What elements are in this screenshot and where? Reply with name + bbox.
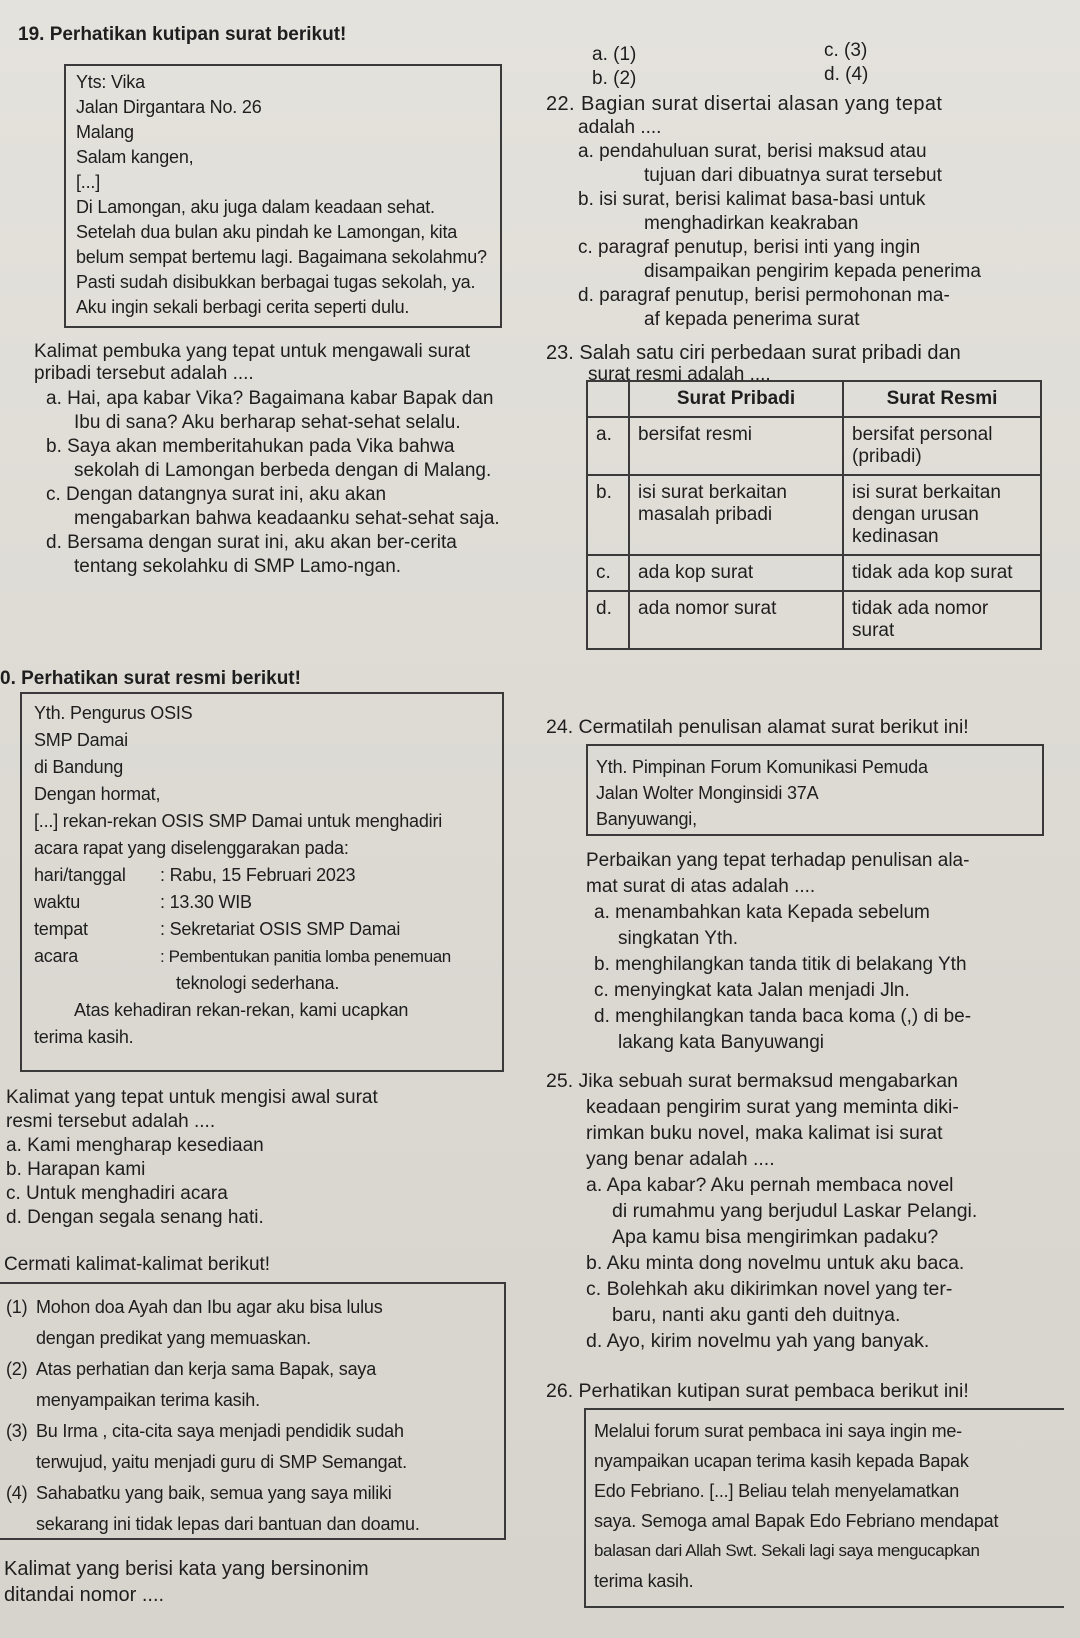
table-header-row bbox=[587, 381, 1041, 417]
table-cell: tidak ada kop surat bbox=[843, 555, 1041, 591]
table-cell: ada nomor surat bbox=[629, 591, 843, 649]
sentence-text-cont: dengan predikat yang memuaskan. bbox=[36, 1328, 311, 1348]
sentence-text: Atas perhatian dan kerja sama Bapak, saya bbox=[36, 1359, 377, 1379]
q21-option-d[interactable]: d. (4) bbox=[824, 64, 869, 85]
q19-question: Kalimat pembuka yang tepat untuk mengawali surat pribadi tersebut adalah .... bbox=[34, 341, 471, 384]
detail-value: : Rabu, 15 Februari 2023 bbox=[160, 865, 356, 885]
q19-option-b[interactable]: b. Saya akan memberitahukan pada Vika bahwa sekolah di Lamongan berbeda dengan di Malang. bbox=[46, 436, 492, 481]
table-cell: d. bbox=[587, 591, 629, 649]
table-row[interactable] bbox=[587, 417, 1041, 475]
q19-option-a[interactable]: a. Hai, apa kabar Vika? Bagaimana kabar Bapak dan Ibu di sana? Aku berharap sehat-sehat selalu. bbox=[46, 388, 494, 433]
q21-option-b[interactable]: b. (2) bbox=[592, 68, 637, 89]
q25-option-a-cont: di rumahmu yang berjudul Laskar Pelangi. bbox=[612, 1200, 978, 1222]
q22-option-a-cont: tujuan dari dibuatnya surat tersebut bbox=[644, 165, 942, 186]
sentence-text-cont: menyampaikan terima kasih. bbox=[36, 1390, 260, 1410]
letter-line: nyampaikan ucapan terima kasih kepada Bapak bbox=[594, 1451, 969, 1471]
q21-question-block bbox=[4, 1556, 504, 1608]
letter-line: Pasti sudah disibukkan berbagai tugas sekolah, ya. bbox=[76, 272, 476, 292]
table-cell: bersifat personal (pribadi) bbox=[843, 417, 1041, 475]
letter-line: Yth. Pengurus OSIS bbox=[34, 703, 193, 723]
letter-line: [...] rekan-rekan OSIS SMP Damai untuk menghadiri bbox=[34, 811, 443, 831]
q24-option-d[interactable]: d. menghilangkan tanda baca koma (,) di be- bbox=[594, 1006, 972, 1027]
q22-option-c-cont: disampaikan pengirim kepada penerima bbox=[644, 261, 981, 282]
sentence-item bbox=[6, 1416, 500, 1447]
sentence-number: (4) bbox=[6, 1483, 28, 1503]
q24-address-box bbox=[586, 744, 1044, 836]
table-row[interactable] bbox=[587, 475, 1041, 555]
detail-row bbox=[34, 862, 494, 889]
q24-option-a-cont: singkatan Yth. bbox=[618, 928, 739, 949]
letter-line: Dengan hormat, bbox=[34, 784, 161, 804]
detail-row bbox=[34, 889, 494, 916]
q24-question-cont: mat surat di atas adalah .... bbox=[586, 876, 816, 897]
closing-line: Atas kehadiran rekan-rekan, kami ucapkan bbox=[74, 1000, 409, 1020]
q25-option-c-cont: baru, nanti aku ganti deh duitnya. bbox=[612, 1304, 901, 1326]
table-header-cell: Surat Resmi bbox=[843, 381, 1041, 417]
q19-question-block bbox=[34, 341, 504, 579]
q22-option-b[interactable]: b. isi surat, berisi kalimat basa-basi untuk bbox=[578, 189, 926, 210]
table-cell: c. bbox=[587, 555, 629, 591]
table-header-cell: Surat Pribadi bbox=[629, 381, 843, 417]
table-header-cell bbox=[587, 381, 629, 417]
q21-question-cont: ditandai nomor .... bbox=[4, 1584, 165, 1606]
letter-line: acara rapat yang diselenggarakan pada: bbox=[34, 838, 349, 858]
address-line: Banyuwangi, bbox=[596, 809, 697, 829]
q20-intro: 0. Perhatikan surat resmi berikut! bbox=[0, 668, 301, 689]
q26-letter-box bbox=[584, 1408, 1064, 1608]
sentence-number: (2) bbox=[6, 1359, 28, 1379]
sentence-text: Mohon doa Ayah dan Ibu agar aku bisa lulus bbox=[36, 1297, 383, 1317]
q20-option-c[interactable]: c. Untuk menghadiri acara bbox=[6, 1183, 228, 1204]
q20-option-a[interactable]: a. Kami mengharap kesediaan bbox=[6, 1135, 264, 1156]
q25-option-a[interactable]: a. Apa kabar? Aku pernah membaca novel bbox=[586, 1174, 954, 1196]
detail-label: acara bbox=[34, 946, 79, 966]
q23-question: 23. Salah satu ciri perbedaan surat pribadi dan bbox=[546, 342, 961, 364]
letter-line: di Bandung bbox=[34, 757, 124, 777]
address-line: Jalan Wolter Monginsidi 37A bbox=[596, 783, 819, 803]
q24-question: Perbaikan yang tepat terhadap penulisan ala- bbox=[586, 850, 970, 871]
q24-address bbox=[596, 754, 928, 832]
q22-question-cont: adalah .... bbox=[578, 117, 662, 138]
q24-option-a[interactable]: a. menambahkan kata Kepada sebelum bbox=[594, 902, 930, 923]
q20-option-b[interactable]: b. Harapan kami bbox=[6, 1159, 146, 1180]
q25-option-b[interactable]: b. Aku minta dong novelmu untuk aku baca. bbox=[586, 1252, 965, 1274]
detail-row bbox=[34, 916, 494, 943]
closing-line: terima kasih. bbox=[34, 1027, 134, 1047]
letter-line: Malang bbox=[76, 122, 134, 142]
q26-letter-text bbox=[594, 1416, 1060, 1596]
q20-option-d[interactable]: d. Dengan segala senang hati. bbox=[6, 1207, 264, 1228]
q24-option-c[interactable]: c. menyingkat kata Jalan menjadi Jln. bbox=[594, 980, 910, 1001]
detail-label: hari/tanggal bbox=[34, 865, 126, 885]
q25-question: 25. Jika sebuah surat bermaksud mengabarkan bbox=[546, 1070, 958, 1092]
q25-option-c[interactable]: c. Bolehkah aku dikirimkan novel yang ter- bbox=[586, 1278, 953, 1300]
letter-line: saya. Semoga amal Bapak Edo Febriano mendapat bbox=[594, 1511, 999, 1531]
detail-value: : 13.30 WIB bbox=[160, 892, 252, 912]
letter-line: Yts: Vika bbox=[76, 72, 145, 92]
letter-line: terima kasih. bbox=[594, 1571, 694, 1591]
table-cell: a. bbox=[587, 417, 629, 475]
detail-row bbox=[34, 943, 494, 970]
q25-option-a-cont: Apa kamu bisa mengirimkan padaku? bbox=[612, 1226, 939, 1248]
q19-option-d[interactable]: d. Bersama dengan surat ini, aku akan ber-cerita tentang sekolahku di SMP Lamo-ngan. bbox=[46, 532, 457, 577]
sentence-text: Bu Irma , cita-cita saya menjadi pendidik sudah bbox=[36, 1421, 404, 1441]
q19-letter-text bbox=[76, 70, 487, 320]
letter-line: SMP Damai bbox=[34, 730, 128, 750]
sentence-text: Sahabatku yang baik, semua yang saya miliki bbox=[36, 1483, 392, 1503]
q21-question: Kalimat yang berisi kata yang bersinonim bbox=[4, 1558, 369, 1580]
letter-line: balasan dari Allah Swt. Sekali lagi saya mengucapkan bbox=[594, 1541, 980, 1560]
detail-value: : Pembentukan panitia lomba penemuan bbox=[160, 947, 451, 966]
q20-question-cont: resmi tersebut adalah .... bbox=[6, 1111, 216, 1132]
q22-option-d-cont: af kepada penerima surat bbox=[644, 309, 860, 330]
q19-option-c[interactable]: c. Dengan datangnya surat ini, aku akan mengabarkan bahwa keadaanku sehat-sehat saja. bbox=[46, 484, 500, 529]
q22-option-d[interactable]: d. paragraf penutup, berisi permohonan ma- bbox=[578, 285, 950, 306]
letter-line: Aku ingin sekali berbagi cerita seperti dulu. bbox=[76, 297, 410, 317]
letter-line: Setelah dua bulan aku pindah ke Lamongan, kita bbox=[76, 222, 458, 242]
q20-question: Kalimat yang tepat untuk mengisi awal surat bbox=[6, 1087, 378, 1108]
address-line: Yth. Pimpinan Forum Komunikasi Pemuda bbox=[596, 757, 928, 777]
q21-option-c[interactable]: c. (3) bbox=[824, 40, 868, 61]
detail-label: waktu bbox=[34, 892, 81, 912]
q25-option-d[interactable]: d. Ayo, kirim novelmu yah yang banyak. bbox=[586, 1330, 930, 1352]
q21-sentence-box bbox=[0, 1282, 506, 1540]
sentence-item bbox=[6, 1478, 500, 1509]
table-cell: bersifat resmi bbox=[629, 417, 843, 475]
q22-option-c[interactable]: c. paragraf penutup, berisi inti yang ingin bbox=[578, 237, 921, 258]
letter-line: Salam kangen, bbox=[76, 147, 194, 167]
letter-line: Edo Febriano. [...] Beliau telah menyelamatkan bbox=[594, 1481, 960, 1501]
table-cell: tidak ada nomor surat bbox=[843, 591, 1041, 649]
q25-question-cont: keadaan pengirim surat yang meminta diki- bbox=[586, 1096, 959, 1118]
q26-question: 26. Perhatikan kutipan surat pembaca berikut ini! bbox=[546, 1380, 969, 1402]
table-row[interactable] bbox=[587, 555, 1041, 591]
sentence-text-cont: sekarang ini tidak lepas dari bantuan dan doamu. bbox=[36, 1514, 420, 1534]
letter-line: [...] bbox=[76, 172, 101, 192]
table-row[interactable] bbox=[587, 591, 1041, 649]
q22-option-a[interactable]: a. pendahuluan surat, berisi maksud atau bbox=[578, 141, 927, 162]
letter-line: Jalan Dirgantara No. 26 bbox=[76, 97, 262, 117]
q19-letter-box bbox=[64, 64, 502, 328]
q21-intro: Cermati kalimat-kalimat berikut! bbox=[4, 1254, 271, 1275]
acara-continued: teknologi sederhana. bbox=[176, 973, 340, 993]
sentence-number: (3) bbox=[6, 1421, 28, 1441]
q24-option-d-cont: lakang kata Banyuwangi bbox=[618, 1032, 824, 1053]
q23-question-cont: surat resmi adalah .... bbox=[588, 364, 771, 385]
q25-question-cont: yang benar adalah .... bbox=[586, 1148, 775, 1170]
q24-block bbox=[586, 848, 1056, 1056]
q25-block bbox=[546, 1068, 1066, 1354]
q23-comparison-table bbox=[586, 380, 1042, 650]
q22-question: 22. Bagian surat disertai alasan yang tepat bbox=[546, 93, 943, 115]
q20-question-block bbox=[6, 1086, 506, 1230]
table-cell: ada kop surat bbox=[629, 555, 843, 591]
q20-letter-box bbox=[20, 692, 504, 1072]
sentence-item bbox=[6, 1292, 500, 1323]
sentence-item bbox=[6, 1354, 500, 1385]
q24-question: 24. Cermatilah penulisan alamat surat berikut ini! bbox=[546, 716, 969, 738]
sentence-number: (1) bbox=[6, 1297, 28, 1317]
q20-letter-text bbox=[34, 700, 494, 1051]
q21-sentences bbox=[6, 1292, 500, 1540]
letter-line: Melalui forum surat pembaca ini saya ingin me- bbox=[594, 1421, 962, 1441]
q22-block bbox=[546, 92, 1066, 332]
table-cell: isi surat berkaitan masalah pribadi bbox=[629, 475, 843, 555]
q22-option-b-cont: menghadirkan keakraban bbox=[644, 213, 859, 234]
letter-line: belum sempat bertemu lagi. Bagaimana sekolahmu? bbox=[76, 247, 487, 267]
detail-label: tempat bbox=[34, 919, 88, 939]
q24-option-b[interactable]: b. menghilangkan tanda titik di belakang Yth bbox=[594, 954, 967, 975]
q19-intro: 19. Perhatikan kutipan surat berikut! bbox=[18, 24, 347, 45]
q21-option-a[interactable]: a. (1) bbox=[592, 44, 637, 65]
detail-value: : Sekretariat OSIS SMP Damai bbox=[160, 919, 401, 939]
letter-line: Di Lamongan, aku juga dalam keadaan sehat. bbox=[76, 197, 435, 217]
q25-question-cont: rimkan buku novel, maka kalimat isi surat bbox=[586, 1122, 943, 1144]
table-cell: isi surat berkaitan dengan urusan kedinasan bbox=[843, 475, 1041, 555]
sentence-text-cont: terwujud, yaitu menjadi guru di SMP Semangat. bbox=[36, 1452, 407, 1472]
table-cell: b. bbox=[587, 475, 629, 555]
